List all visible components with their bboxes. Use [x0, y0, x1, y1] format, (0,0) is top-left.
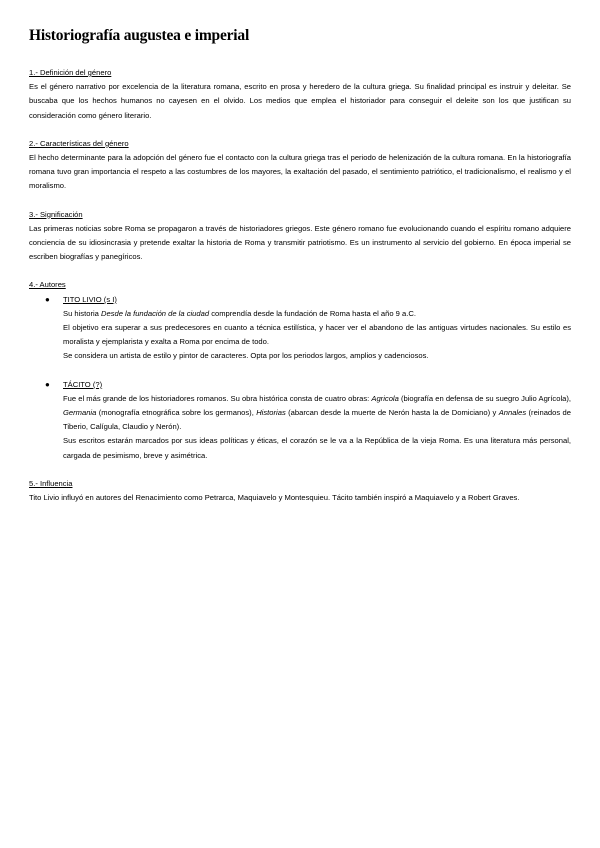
document-content: [29, 66, 571, 519]
text-run: (abarcan desde la muerte de Nerón hasta la de Domiciano) y: [285, 408, 499, 418]
book-title: Historias: [256, 408, 286, 418]
section-definicion: [29, 66, 571, 123]
author-heading: [29, 378, 571, 392]
section-paragraph: El hecho determinante para la adopción del género fue el contacto con la cultura griega tras el periodo de helenización de la cultura romana. En la historiografía romana tuvo gran importancia el respeto a las costumbres de los mayores, la exaltación del pasado, el sentimiento patriótico, el tradicionalismo, el realismo y el moralismo.: [29, 153, 571, 191]
section-heading: 2.- Características del género: [29, 138, 129, 148]
author-line: [63, 307, 571, 321]
text-run: (monografía etnográfica sobre los germanos),: [96, 408, 257, 418]
book-title: Annales: [498, 408, 527, 418]
book-title: Desde la fundación de la ciudad: [101, 308, 210, 318]
section-influencia: [29, 477, 571, 505]
bullet-icon: ●: [45, 379, 50, 389]
author-line: [63, 392, 571, 435]
section-heading: 5.- Influencia: [29, 478, 73, 488]
author-body: [29, 392, 571, 463]
text-run: Su historia: [63, 308, 101, 318]
author-name: TÁCITO (?): [63, 379, 103, 389]
section-caracteristicas: [29, 137, 571, 194]
section-paragraph: Es el género narrativo por excelencia de la literatura romana, escrito en prosa y heredero de la cultura griega. Su finalidad principal es instruir y deleitar. Se buscaba que los hechos humanos no cayesen en el olvido. Los medios que emplea el historiador para conseguir el deleite son los que justifican su consideración como género literario.: [29, 82, 571, 120]
section-autores: [29, 278, 571, 462]
text-run: comprendía desde la fundación de Roma hasta el año 9 a.C.: [209, 308, 416, 318]
section-heading: 1.- Definición del género: [29, 68, 112, 77]
author-tacito: [29, 378, 571, 463]
author-line: Sus escritos estarán marcados por sus ideas políticas y éticas, el corazón se le va a la República de la vieja Roma. Es una literatura más personal, cargada de pesimismo, breve y asimétrica.: [63, 436, 571, 460]
book-title: Agricola: [371, 393, 399, 403]
document-title: Historiografía augustea e imperial: [29, 27, 250, 44]
section-paragraph: Tito Livio influyó en autores del Renacimiento como Petrarca, Maquiavelo y Montesquieu. Tácito también inspiró a Maquiavelo y a Robert Graves.: [29, 493, 520, 503]
text-run: Fue el más grande de los historiadores romanos. Su obra histórica consta de cuatro obras:: [63, 393, 372, 403]
text-run: (biografía en defensa de su suegro Julio Agrícola),: [398, 393, 571, 403]
section-paragraph: Las primeras noticias sobre Roma se propagaron a través de historiadores griegos. Este género romano fue evolucionando cuando el espíritu romano adquiere conciencia de su idiosincrasia y pretende exaltar la historia de Roma y transmitir patriotismo. Es un instrumento al servicio del gobierno. En época imperial se escriben biografías y panegíricos.: [29, 223, 571, 262]
author-body: [29, 307, 571, 364]
bullet-icon: ●: [45, 294, 50, 304]
author-line: El objetivo era superar a sus predecesores en cuanto a técnica estilística, y hacer ver el abandono de las antiguas virtudes nacionales. Su estilo es moralista y ejemplarista y exalta a Roma por encima de todo.: [63, 323, 571, 347]
section-heading: 4.- Autores: [29, 280, 66, 290]
section-heading: 3.- Significación: [29, 209, 83, 219]
author-line: Se considera un artista de estilo y pintor de caracteres. Opta por los periodos largos, amplios y cadenciosos.: [63, 351, 429, 361]
author-name: TITO LIVIO (s I): [63, 294, 117, 304]
author-livio: [29, 293, 571, 364]
text-run: (reinados de Tiberio, Calígula, Claudio y Nerón).: [63, 408, 571, 432]
section-significacion: [29, 208, 571, 265]
author-heading: [29, 293, 571, 307]
book-title: Germania: [63, 408, 97, 418]
